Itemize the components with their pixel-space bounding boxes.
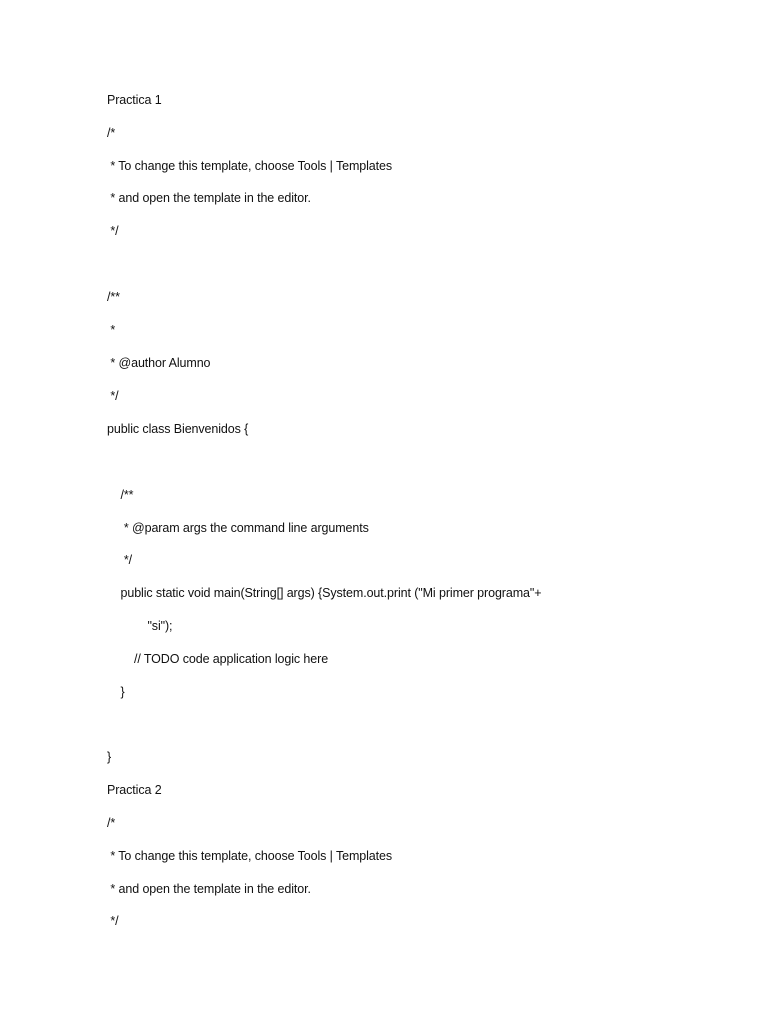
comment-line: * @author Alumno	[107, 356, 211, 370]
code-line: }	[107, 685, 125, 699]
comment-line: *	[107, 323, 116, 337]
code-line: }	[107, 750, 112, 764]
comment-line: */	[107, 224, 119, 238]
comment-line: /**	[107, 488, 134, 502]
comment-line: * and open the template in the editor.	[107, 882, 311, 896]
comment-line: */	[107, 389, 119, 403]
section-heading: Practica 2	[107, 783, 162, 797]
comment-line: * and open the template in the editor.	[107, 191, 311, 205]
comment-line: /**	[107, 290, 120, 304]
comment-line: /*	[107, 126, 116, 140]
section-heading: Practica 1	[107, 93, 162, 107]
code-comment-line: // TODO code application logic here	[107, 652, 329, 666]
comment-line: * To change this template, choose Tools | Templates	[107, 849, 393, 863]
comment-line: /*	[107, 816, 116, 830]
comment-line: * @param args the command line arguments	[107, 521, 369, 535]
comment-line: * To change this template, choose Tools | Templates	[107, 159, 393, 173]
code-line: public class Bienvenidos {	[107, 422, 249, 436]
code-line: "si");	[107, 619, 173, 633]
code-line: public static void main(String[] args) {System.out.print ("Mi primer programa"+	[107, 586, 542, 600]
comment-line: */	[107, 553, 133, 567]
comment-line: */	[107, 914, 119, 928]
